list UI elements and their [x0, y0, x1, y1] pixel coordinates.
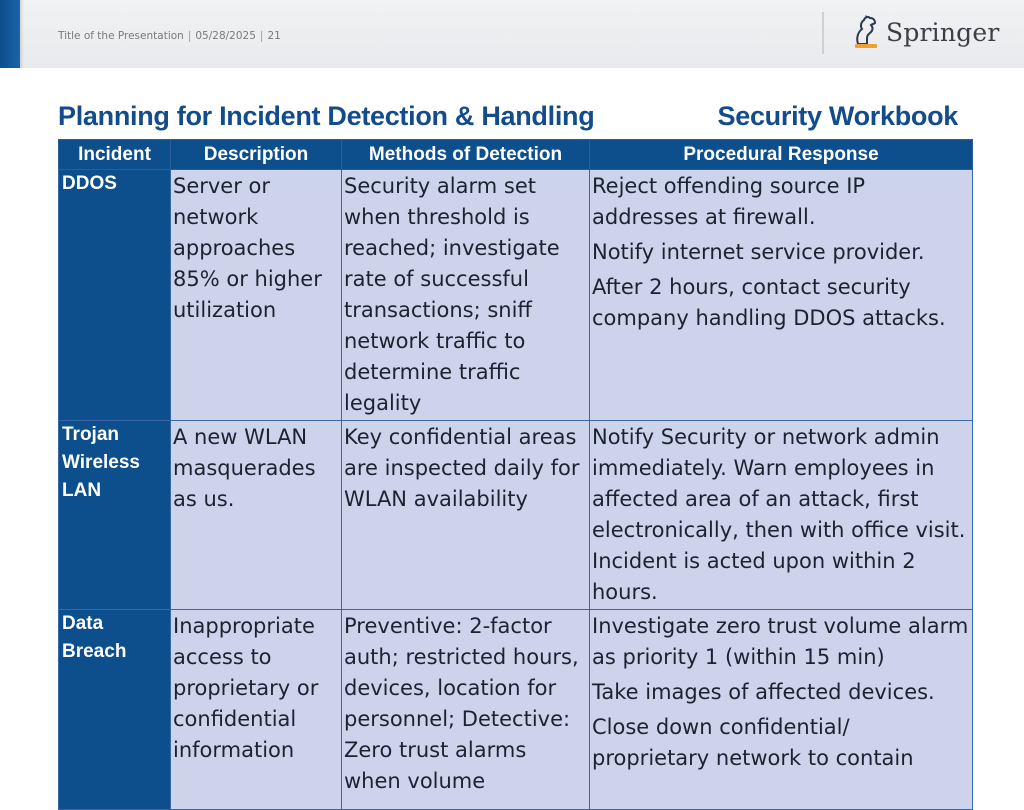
incident-cell: Trojan Wireless LAN — [59, 421, 171, 610]
response-paragraph: Take images of affected devices. — [592, 680, 935, 704]
incident-cell: DDOS — [59, 170, 171, 421]
springer-horse-icon — [852, 14, 880, 50]
header-detection: Methods of Detection — [342, 140, 590, 170]
separator: | — [187, 30, 192, 42]
header-accent-strip — [0, 0, 20, 68]
response-cell — [590, 170, 973, 421]
presentation-title: Title of the Presentation — [58, 30, 184, 42]
slide-subtitle: Security Workbook — [717, 101, 958, 131]
response-cell — [590, 610, 973, 810]
response-paragraph: Notify Security or network admin immediately. Warn employees in affected area of an attack, first electronically, then with office visit. Incident is acted upon within 2 hours. — [592, 425, 966, 604]
description-cell: A new WLAN masquerades as us. — [171, 421, 342, 610]
table-header-row — [59, 140, 973, 170]
description-cell: Server or network approaches 85% or higher utilization — [171, 170, 342, 421]
response-paragraph: After 2 hours, contact security company handling DDOS attacks. — [592, 275, 946, 330]
header-accent-shadow — [20, 0, 24, 68]
table-row — [59, 170, 973, 421]
table-row — [59, 421, 973, 610]
detection-cell: Preventive: 2-factor auth; restricted hours, devices, location for personnel; Detective: Zero trust alarms when volume — [342, 610, 590, 810]
header-incident: Incident — [59, 140, 171, 170]
table-row — [59, 610, 973, 810]
detection-cell: Key confidential areas are inspected daily for WLAN availability — [342, 421, 590, 610]
page-number: 21 — [267, 30, 281, 42]
response-paragraph: Notify internet service provider. — [592, 240, 925, 264]
slide-title: Planning for Incident Detection & Handling — [58, 101, 595, 131]
header-response: Procedural Response — [590, 140, 973, 170]
response-paragraph: Close down confidential/ proprietary network to contain — [592, 715, 914, 770]
response-cell — [590, 421, 973, 610]
incident-table — [58, 139, 973, 810]
separator: | — [259, 30, 264, 42]
logo-text: Springer — [886, 17, 1000, 47]
detection-cell: Security alarm set when threshold is reached; investigate rate of successful transactions; sniff network traffic to determine traffic legality — [342, 170, 590, 421]
slide-footer-info — [58, 30, 281, 42]
springer-logo — [852, 14, 1000, 50]
slide-header-bar — [0, 0, 1024, 68]
header-description: Description — [171, 140, 342, 170]
description-cell: Inappropriate access to proprietary or confidential information — [171, 610, 342, 810]
response-paragraph: Investigate zero trust volume alarm as priority 1 (within 15 min) — [592, 614, 969, 669]
header-divider — [822, 12, 824, 54]
response-paragraph: Reject offending source IP addresses at firewall. — [592, 174, 866, 229]
incident-cell: Data Breach — [59, 610, 171, 810]
presentation-date: 05/28/2025 — [195, 30, 256, 42]
